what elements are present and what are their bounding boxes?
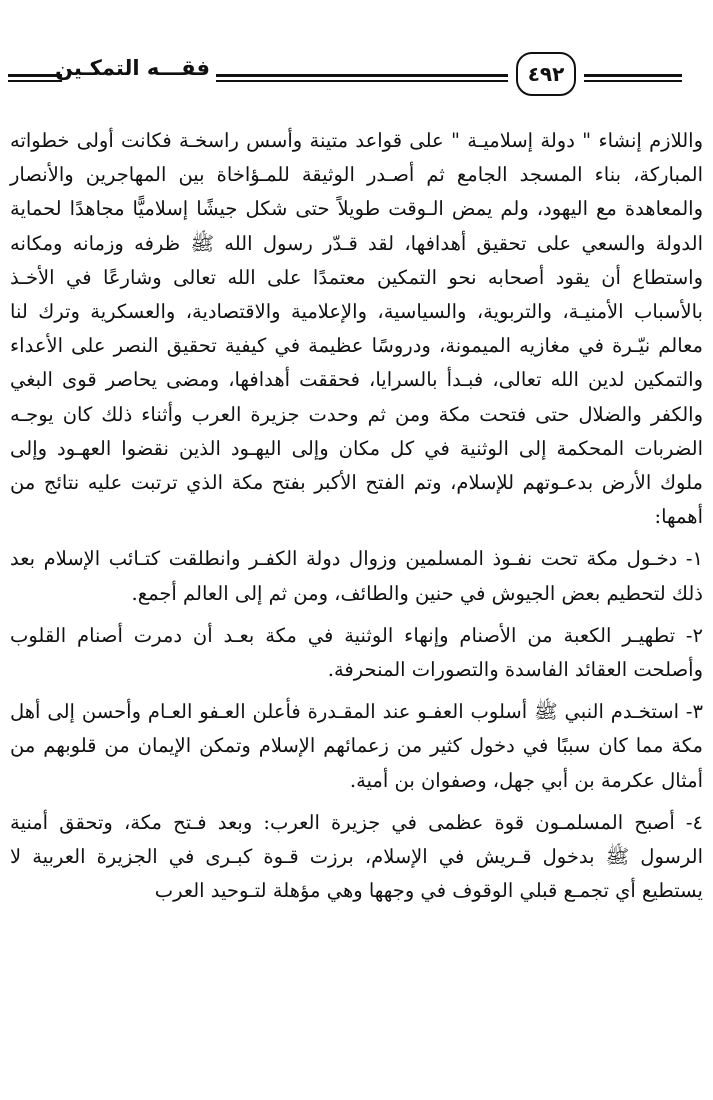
page-header	[0, 46, 713, 106]
point-2: ٢- تطهيـر الكعبة من الأصنام وإنهاء الوثنية في مكة بعـد أن دمرت أصنام القلوب وأصلحت العقائد الفاسدة والتصورات المنحرفة.	[10, 623, 703, 682]
intro-paragraph: واللازم إنشاء " دولة إسلاميـة " على قواعد متينة وأسس راسخـة فكانت أولى خطواته المباركة، بناء المسجد الجامع ثم أصـدر الوثيقة للمـؤاخاة بين المهاجرين والأنصار والمعاهدة مع اليهود، ولم يمض الـوقت طويلاً حتى شكل جيشًا إسلاميًّا مجاهدًا لحماية الدولة والسعي على تحقيق أهدافها، لقد قـدّر رسول الله ﷺ ظرفه وزمانه ومكانه واستطاع أن يقود أصحابه نحو التمكين معتمدًا على الله تعالى وشارعًا في الأخـذ بالأسباب الأمنيـة، والتربوية، والسياسية، والإعلامية والاقتصادية، والعسكرية وترك لنا معالم نيّـرة في مغازيه الميمونة، ودروسًا عظيمة في كيفية تحقيق النصر على الأعداء والتمكين لدين الله تعالى، فبـدأ بالسرايا، فحققت أهدافها، ومضى يحاصر قوى البغي والكفر والضلال حتى فتحت مكة ومن ثم وحدت جزيرة العرب وأثناء ذلك كان يوجـه الضربات المحكمة إلى الوثنية في كل مكان وإلى اليهـود الذين نقضوا العهـود وإلى ملوك الأرض بدعـوتهم للإسلام، وتم الفتح الأكبر بفتح مكة الذي ترتبت عليه نتائج من أهمها:	[10, 129, 703, 529]
page-number: ٤٩٢	[516, 52, 576, 96]
header-rule-left	[8, 74, 62, 82]
running-title: فقـــه التمكـين	[54, 56, 210, 80]
point-4: ٤- أصبح المسلمـون قوة عظمى في جزيرة العرب: وبعد فـتح مكة، وتحقق أمنية الرسول ﷺ بدخول قـريش في الإسلام، برزت قـوة كبـرى في الجزيرة العربية لا يستطيع أي تجمـع قبلي الوقوف في وجهها وهي مؤهلة لتـوحيد العرب	[10, 810, 703, 903]
point-3: ٣- استخـدم النبي ﷺ أسلوب العفـو عند المقـدرة فأعلن العـفو العـام وأحسن إلى أهل مكة مما كان سببًا في دخول كثير من زعمائهم الإسلام وتمكن الإيمان من قلوبهم من أمثال عكرمة بن أبي جهل، وصفوان بن أمية.	[10, 700, 703, 792]
point-1: ١- دخـول مكة تحت نفـوذ المسلمين وزوال دولة الكفـر وانطلقت كتـائب الإسلام بعد ذلك لتحطيم بعض الجيوش في حنين والطائف، ومن ثم إلى العالم أجمع.	[10, 547, 703, 605]
body-text	[10, 124, 703, 908]
header-rule-middle	[216, 74, 508, 82]
header-rule-right	[584, 74, 682, 82]
